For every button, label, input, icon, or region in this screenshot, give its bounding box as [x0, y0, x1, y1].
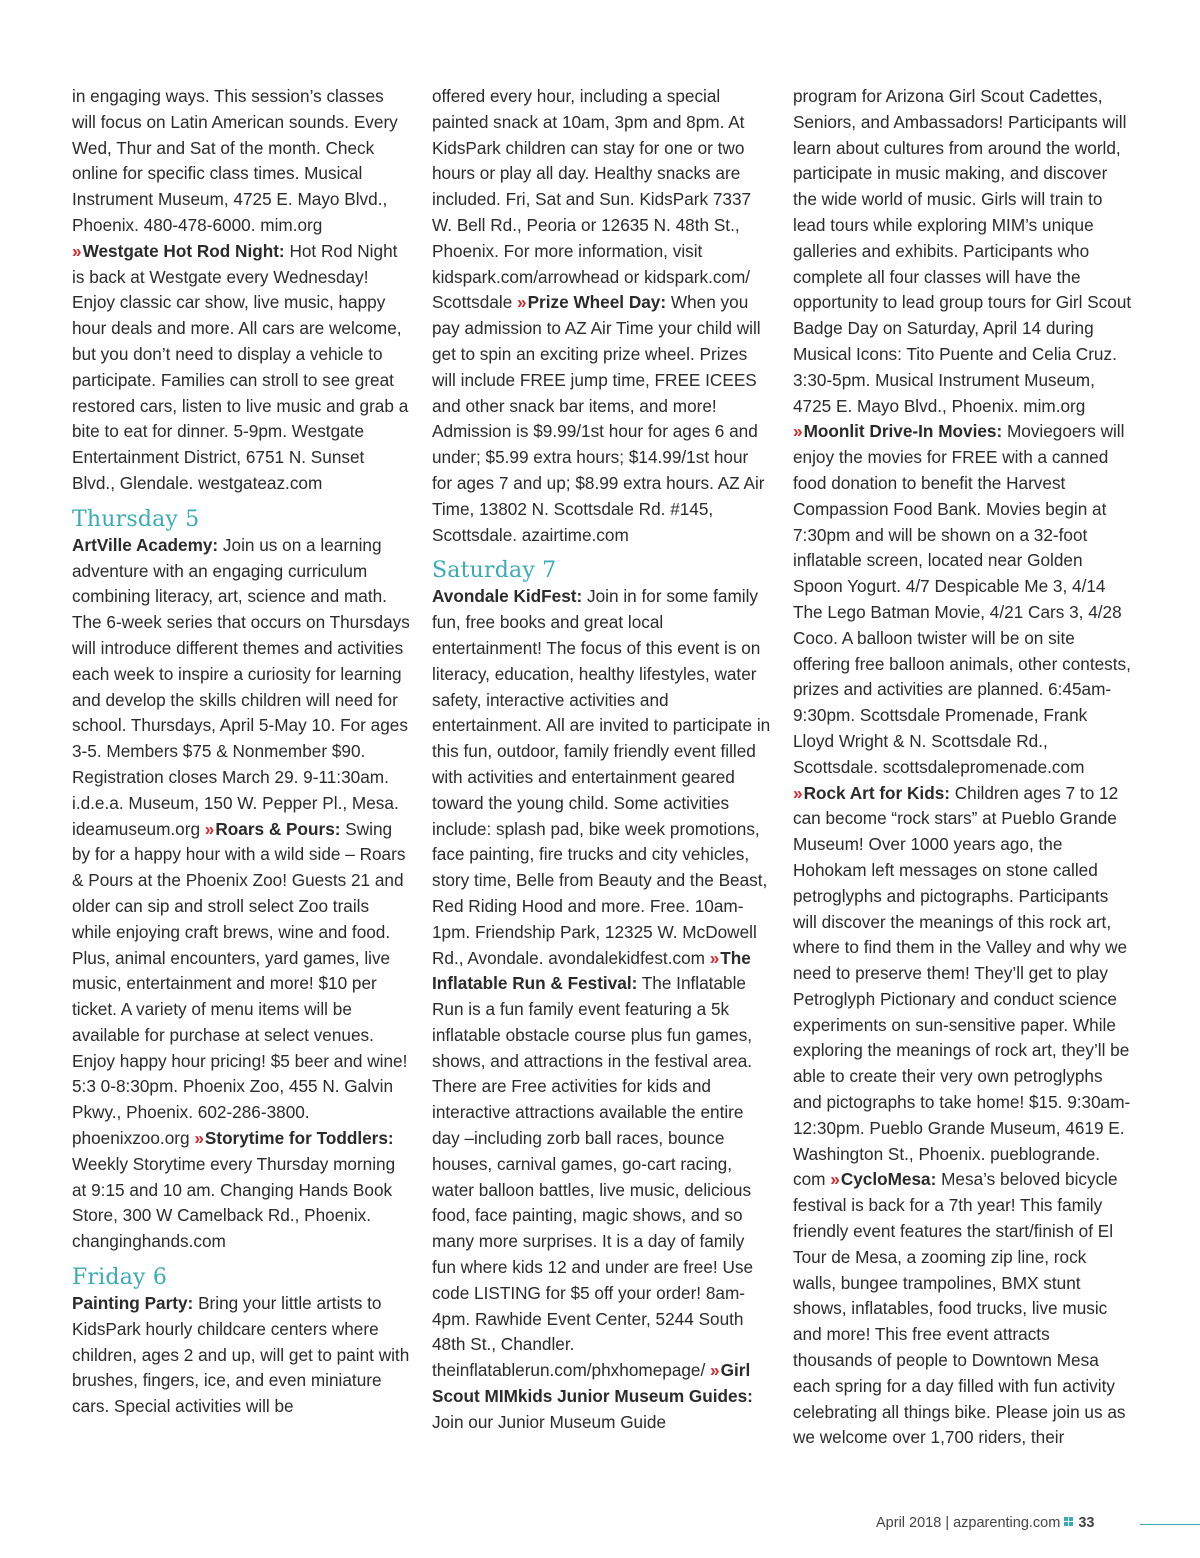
- day-heading: Friday 6: [72, 1265, 168, 1291]
- event-title: Avondale KidFest:: [432, 586, 583, 607]
- arrow-separator: »: [793, 421, 803, 442]
- day-heading: Thursday 5: [72, 506, 200, 532]
- arrow-separator: »: [194, 1128, 204, 1149]
- footer-issue: April 2018 | azparenting.com: [876, 1515, 1061, 1531]
- page-footer: [876, 1515, 1094, 1531]
- column-2: [432, 84, 772, 1436]
- event-title: Prize Wheel Day:: [527, 292, 667, 313]
- paragraph: Avondale KidFest: Join in for some family fun, free books and great local entertainment! The focus of this event is on literacy, education, healthy lifestyles, water safety, interactive activities and entertainment. All are invited to participate in this fun, outdoor, family friendly event filled with activities and entertainment geared toward the young child. Some activities include: splash pad, bike week promotions, face painting, fire trucks and city vehicles, story time, Belle from Beauty and the Beast, Red Riding Hood and more. Free. 10am-1pm. Friendship Park, 12325 W. McDowell Rd., Avondale. avondalekidfest.com »The Inflatable Run & Festival: The Inflatable Run is a fun family event featuring a 5k inflatable obstacle course plus fun games, shows, and attractions in the festival area. There are Free activities for kids and interactive attractions available the entire day –including zorb ball races, bounce houses, carnival games, go-cart racing, water balloon battles, live music, delicious food, face painting, magic shows, and so many more surprises. It is a day of family fun where kids 12 and under are free! Use code LISTING for $5 off your order! 8am-4pm. Rawhide Event Center, 5244 South 48th St., Chandler. theinflatablerun.com/phxhomepage/ »Girl Scout MIMkids Junior Museum Guides: Join our Junior Museum Guide: [432, 586, 771, 1432]
- event-title: Moonlit Drive-In Movies:: [803, 421, 1003, 442]
- event-title: Roars & Pours:: [215, 818, 341, 839]
- footer-rule: [1140, 1524, 1200, 1525]
- day-heading: Saturday 7: [432, 558, 557, 584]
- paragraph: in engaging ways. This session’s classes will focus on Latin American sounds. Every Wed, Thur and Sat of the month. Check online for specific class times. Musical Instrument Museum, 4725 E. Mayo Blvd., Phoenix. 480-478-6000. mim.org »Westgate Hot Rod Night: Hot Rod Night is back at Westgate every Wednesday! Enjoy classic car show, live music, happy hour deals and more. All cars are welcome, but you don’t need to display a vehicle to participate. Families can stroll to see great restored cars, listen to live music and grab a bite to eat for dinner. 5-9pm. Westgate Entertainment District, 6751 N. Sunset Blvd., Glendale. westgateaz.com: [72, 86, 409, 493]
- event-title: Girl Scout MIMkids Junior Museum Guides:: [432, 1360, 753, 1407]
- arrow-separator: »: [517, 292, 527, 313]
- grid-dots-icon: [1064, 1517, 1075, 1528]
- event-title: Painting Party:: [72, 1293, 194, 1314]
- arrow-separator: »: [204, 818, 215, 839]
- event-title: The Inflatable Run & Festival:: [432, 947, 751, 994]
- column-3: [793, 84, 1133, 1451]
- paragraph: program for Arizona Girl Scout Cadettes, Seniors, and Ambassadors! Participants will learn about cultures from around the world, participate in music making, and discover the wide world of music. Girls will train to lead tours while exploring MIM’s unique galleries and exhibits. Participants who complete all four classes will have the opportunity to lead group tours for Girl Scout Badge Day on Saturday, April 14 during Musical Icons: Tito Puente and Celia Cruz. 3:30-5pm. Musical Instrument Museum, 4725 E. Mayo Blvd., Phoenix. mim.org »Moonlit Drive-In Movies: Moviegoers will enjoy the movies for FREE with a canned food donation to benefit the Harvest Compassion Food Bank. Movies begin at 7:30pm and will be shown on a 32-foot inflatable screen, located near Golden Spoon Yogurt. 4/7 Despicable Me 3, 4/14 The Lego Batman Movie, 4/21 Cars 3, 4/28 Coco. A balloon twister will be on site offering free balloon animals, other contests, prizes and activities are planned. 6:45am-9:30pm. Scottsdale Promenade, Frank Lloyd Wright & N. Scottsdale Rd., Scottsdale. scottsdalepromenade.com »Rock Art for Kids: Children ages 7 to 12 can become “rock stars” at Pueblo Grande Museum! Over 1000 years ago, the Hohokam left messages on stone called petroglyphs and pictographs. Participants will discover the meanings of this rock art, where to find them in the Valley and why we need to preserve them! They’ll get to play Petroglyph Pictionary and conduct science experiments on sun-sensitive paper. While exploring the meanings of rock art, they’ll be able to create their very own petroglyphs and pictographs to take home! $15. 9:30am-12:30pm. Pueblo Grande Museum, 4619 E. Washington St., Phoenix. pueblogrande. com »CycloMesa: Mesa’s beloved bicycle festival is back for a 7th year! This family friendly event features the start/finish of El Tour de Mesa, a zooming zip line, rock walls, bungee trampolines, BMX stunt shows, inflatables, food trucks, live music and more! This free event attracts thousands of people to Downtown Mesa each spring for a day filled with fun activity celebrating all things bike. Please join us as we welcome over 1,700 riders, their: [793, 86, 1132, 1448]
- paragraph: ArtVille Academy: Join us on a learning adventure with an engaging curriculum combining literacy, art, science and math. The 6-week series that occurs on Thursdays will introduce different themes and activities each week to inspire a curiosity for learning and develop the skills children will need for school. Thursdays, April 5-May 10. For ages 3-5. Members $75 & Nonmember $90. Registration closes March 29. 9-11:30am. i.d.e.a. Museum, 150 W. Pepper Pl., Mesa. ideamuseum.org »Roars & Pours: Swing by for a happy hour with a wild side – Roars & Pours at the Phoenix Zoo! Guests 21 and older can sip and stroll select Zoo trails while enjoying craft brews, wine and food. Plus, animal encounters, yard games, live music, entertainment and more! $10 per ticket. A variety of menu items will be available for purchase at select venues. Enjoy happy hour pricing! $5 beer and wine! 5:3 0-8:30pm. Phoenix Zoo, 455 N. Galvin Pkwy., Phoenix. 602-286-3800. phoenixzoo.org »Storytime for Toddlers: Weekly Storytime every Thursday morning at 9:15 and 10 am. Changing Hands Book Store, 300 W Camelback Rd., Phoenix. changinghands.com: [72, 534, 410, 1252]
- paragraph: offered every hour, including a special painted snack at 10am, 3pm and 8pm. At KidsPark children can stay for one or two hours or play all day. Healthy snacks are included. Fri, Sat and Sun. KidsPark 7337 W. Bell Rd., Peoria or 12635 N. 48th St., Phoenix. For more information, visit kidspark.com/arrowhead or kidspark.com/ Scottsdale »Prize Wheel Day: When you pay admission to AZ Air Time your child will get to spin an exciting prize wheel. Prizes will include FREE jump time, FREE ICEES and other snack bar items, and more! Admission is $9.99/1st hour for ages 6 and under; $5.99 extra hours; $14.99/1st hour for ages 7 and up; $8.99 extra hours. AZ Air Time, 13802 N. Scottsdale Rd. #145, Scottsdale. azairtime.com: [432, 86, 765, 545]
- paragraph: Painting Party: Bring your little artists to KidsPark hourly childcare centers where children, ages 2 and up, will get to paint with brushes, fingers, ice, and even miniature cars. Special activities will be: [72, 1293, 410, 1417]
- event-title: CycloMesa:: [840, 1169, 937, 1190]
- arrow-separator: »: [710, 1360, 720, 1381]
- event-title: Storytime for Toddlers:: [204, 1128, 394, 1149]
- page-number: 33: [1078, 1515, 1095, 1531]
- arrow-separator: »: [709, 947, 720, 968]
- arrow-separator: »: [830, 1169, 840, 1190]
- arrow-separator: »: [72, 240, 82, 261]
- arrow-separator: »: [793, 782, 803, 803]
- column-1: [72, 84, 412, 1420]
- event-title: Rock Art for Kids:: [803, 782, 950, 803]
- event-title: ArtVille Academy:: [72, 534, 219, 555]
- event-title: Westgate Hot Rod Night:: [82, 240, 285, 261]
